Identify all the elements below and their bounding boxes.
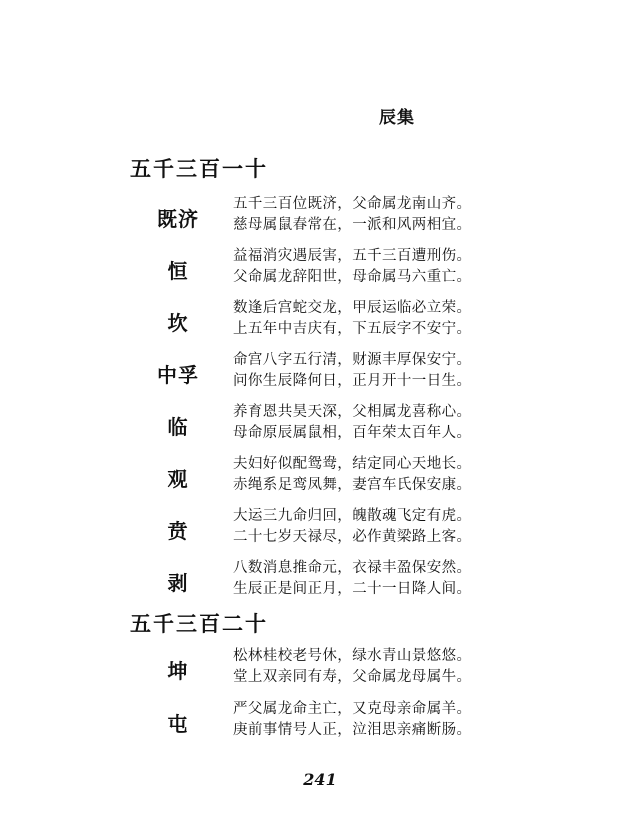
entry [0, 697, 640, 743]
verse-line: 八数消息推命元，衣禄丰盈保安然。 [233, 560, 472, 576]
verse-line: 问你生辰降何日，正月开十一日生。 [233, 373, 472, 389]
section-heading: 五千三百二十 [130, 611, 268, 636]
hexagram-name: 观 [167, 467, 189, 491]
verse-line: 堂上双亲同有寿，父命属龙母属牛。 [233, 669, 472, 685]
verse-line: 母命原辰属鼠相，百年荣太百年人。 [233, 425, 472, 441]
verse-line: 命宫八字五行清，财源丰厚保安宁。 [233, 352, 472, 368]
entry [0, 452, 640, 498]
entry [0, 400, 640, 446]
entry [0, 504, 640, 550]
hexagram-name: 既济 [157, 207, 199, 231]
verse-line: 父命属龙辞阳世，母命属马六重亡。 [233, 269, 472, 285]
entry [0, 244, 640, 290]
verse-line: 大运三九命归回，魄散魂飞定有虎。 [233, 508, 472, 524]
entry [0, 348, 640, 394]
hexagram-name: 坎 [167, 311, 189, 335]
hexagram-name: 恒 [167, 259, 189, 283]
verse-line: 庚前事情号人正，泣泪思亲痛断肠。 [233, 722, 472, 738]
hexagram-name: 贲 [167, 519, 189, 543]
verse-line: 严父属龙命主亡，又克母亲命属羊。 [233, 701, 472, 717]
entry [0, 644, 640, 690]
verse-line: 松林桂校老号休，绿水青山景悠悠。 [233, 648, 472, 664]
hexagram-name: 坤 [167, 659, 189, 683]
section-heading: 五千三百一十 [130, 156, 268, 181]
entry [0, 556, 640, 602]
verse-line: 数逢后宫蛇交龙，甲辰运临必立荣。 [233, 300, 472, 316]
verse-line: 上五年中吉庆有，下五辰字不安宁。 [233, 321, 472, 337]
hexagram-name: 剥 [167, 571, 189, 595]
verse-line: 五千三百位既济，父命属龙南山齐。 [233, 196, 472, 212]
hexagram-name: 中孚 [157, 363, 199, 387]
verse-line: 夫妇好似配鸳鸯，结定同心天地长。 [233, 456, 472, 472]
verse-line: 赤绳系足鸾凤舞，妻宫车氏保安康。 [233, 477, 472, 493]
entry [0, 296, 640, 342]
hexagram-name: 屯 [167, 712, 189, 736]
hexagram-name: 临 [167, 415, 189, 439]
verse-line: 益福消灾遇辰害，五千三百遭刑伤。 [233, 248, 472, 264]
verse-line: 慈母属鼠春常在，一派和风两相宜。 [233, 217, 472, 233]
verse-line: 养育恩共昊天深，父相属龙喜称心。 [233, 404, 472, 420]
running-header: 辰集 [379, 108, 415, 128]
page-number: 241 [303, 770, 337, 789]
entry [0, 192, 640, 238]
verse-line: 二十七岁天禄尽，必作黄梁路上客。 [233, 529, 472, 545]
verse-line: 生辰正是间正月，二十一日降人间。 [233, 581, 472, 597]
